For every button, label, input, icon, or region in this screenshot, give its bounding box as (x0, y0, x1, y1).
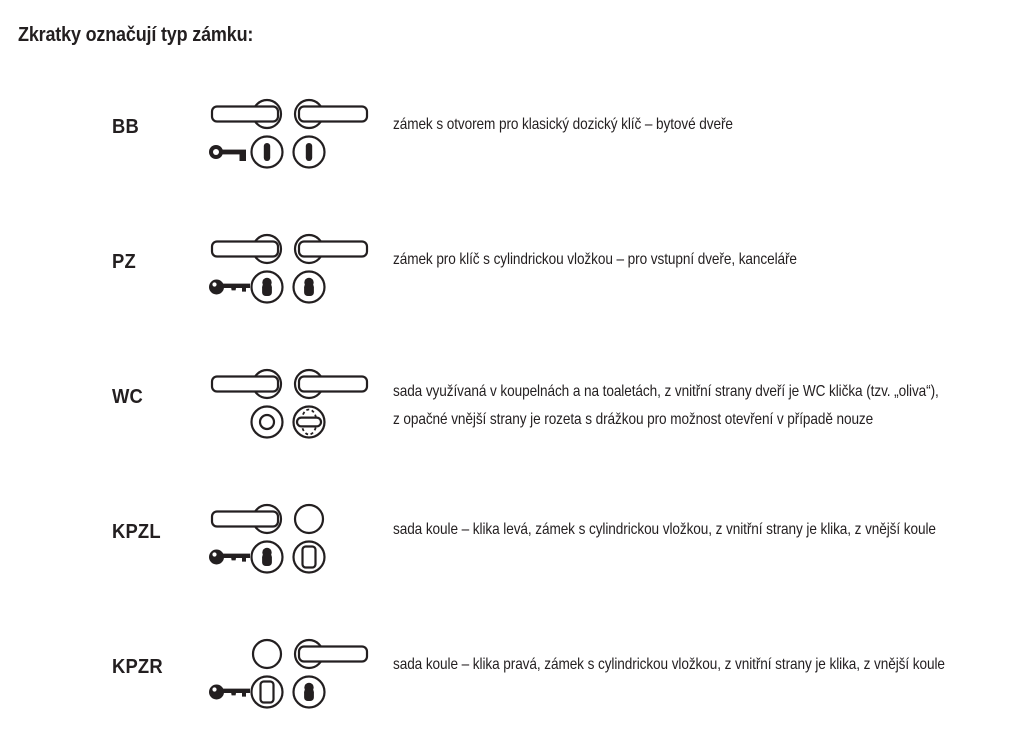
lock-description: zámek pro klíč s cylindrickou vložkou – pro vstupní dveře, kanceláře (393, 251, 797, 268)
pz-keyhole-rosette-icon (294, 272, 325, 303)
lock-description: sada koule – klika pravá, zámek s cylindrickou vložkou, z vnitřní strany je klika, z vnější koule (393, 656, 945, 673)
blind-rosette-icon (294, 542, 325, 573)
lock-pictogram (205, 636, 375, 716)
lever-handle-right-icon (295, 370, 367, 398)
lock-code: KPZR (112, 656, 163, 678)
lock-description: sada koule – klika levá, zámek s cylindrickou vložkou, z vnitřní strany je klika, z vnější koule (393, 521, 936, 538)
lock-code: WC (112, 386, 144, 408)
cylinder-key-icon (209, 280, 250, 295)
cylinder-key-icon (209, 685, 250, 700)
lock-pictogram (205, 501, 375, 581)
lock-description-line2: z opačné vnější strany je rozeta s drážkou pro možnost otevření v případě nouze (393, 411, 874, 428)
bb-keyhole-rosette-icon (252, 137, 283, 168)
lock-code: BB (112, 116, 139, 138)
lock-pictogram (205, 231, 375, 311)
lock-row-wc (0, 366, 1011, 446)
pz-keyhole-rosette-icon (252, 542, 283, 573)
lever-handle-right-icon (295, 235, 367, 263)
lever-handle-left-icon (212, 370, 281, 398)
page-title: Zkratky označují typ zámku: (18, 24, 254, 46)
lock-pictogram (205, 96, 375, 176)
lock-description-line1: sada využívaná v koupelnách a na toaletách, z vnitřní strany dveří je WC klička (tzv. „oliva“), (393, 383, 939, 400)
grooved-rosette-icon (252, 407, 283, 438)
bb-keyhole-rosette-icon (294, 137, 325, 168)
lock-code: KPZL (112, 521, 161, 543)
lock-row-kpzl (0, 501, 1011, 581)
cylinder-key-icon (209, 550, 250, 565)
lock-row-kpzr (0, 636, 1011, 716)
bit-key-icon (209, 145, 246, 161)
lock-pictogram (205, 366, 375, 446)
lever-handle-left-icon (212, 100, 281, 128)
lever-handle-left-icon (212, 505, 281, 533)
lock-row-bb (0, 96, 1011, 176)
lock-description: zámek s otvorem pro klasický dozický klíč – bytové dveře (393, 116, 733, 133)
pz-keyhole-rosette-icon (252, 272, 283, 303)
lever-handle-right-icon (295, 100, 367, 128)
blind-rosette-icon (252, 677, 283, 708)
lock-description (393, 378, 939, 434)
lever-handle-left-icon (212, 235, 281, 263)
pz-keyhole-rosette-icon (294, 677, 325, 708)
door-knob-icon (253, 640, 281, 668)
door-knob-icon (295, 505, 323, 533)
wc-turn-rosette-icon (294, 407, 325, 438)
lock-row-pz (0, 231, 1011, 311)
lock-code: PZ (112, 251, 136, 273)
lever-handle-right-icon (295, 640, 367, 668)
